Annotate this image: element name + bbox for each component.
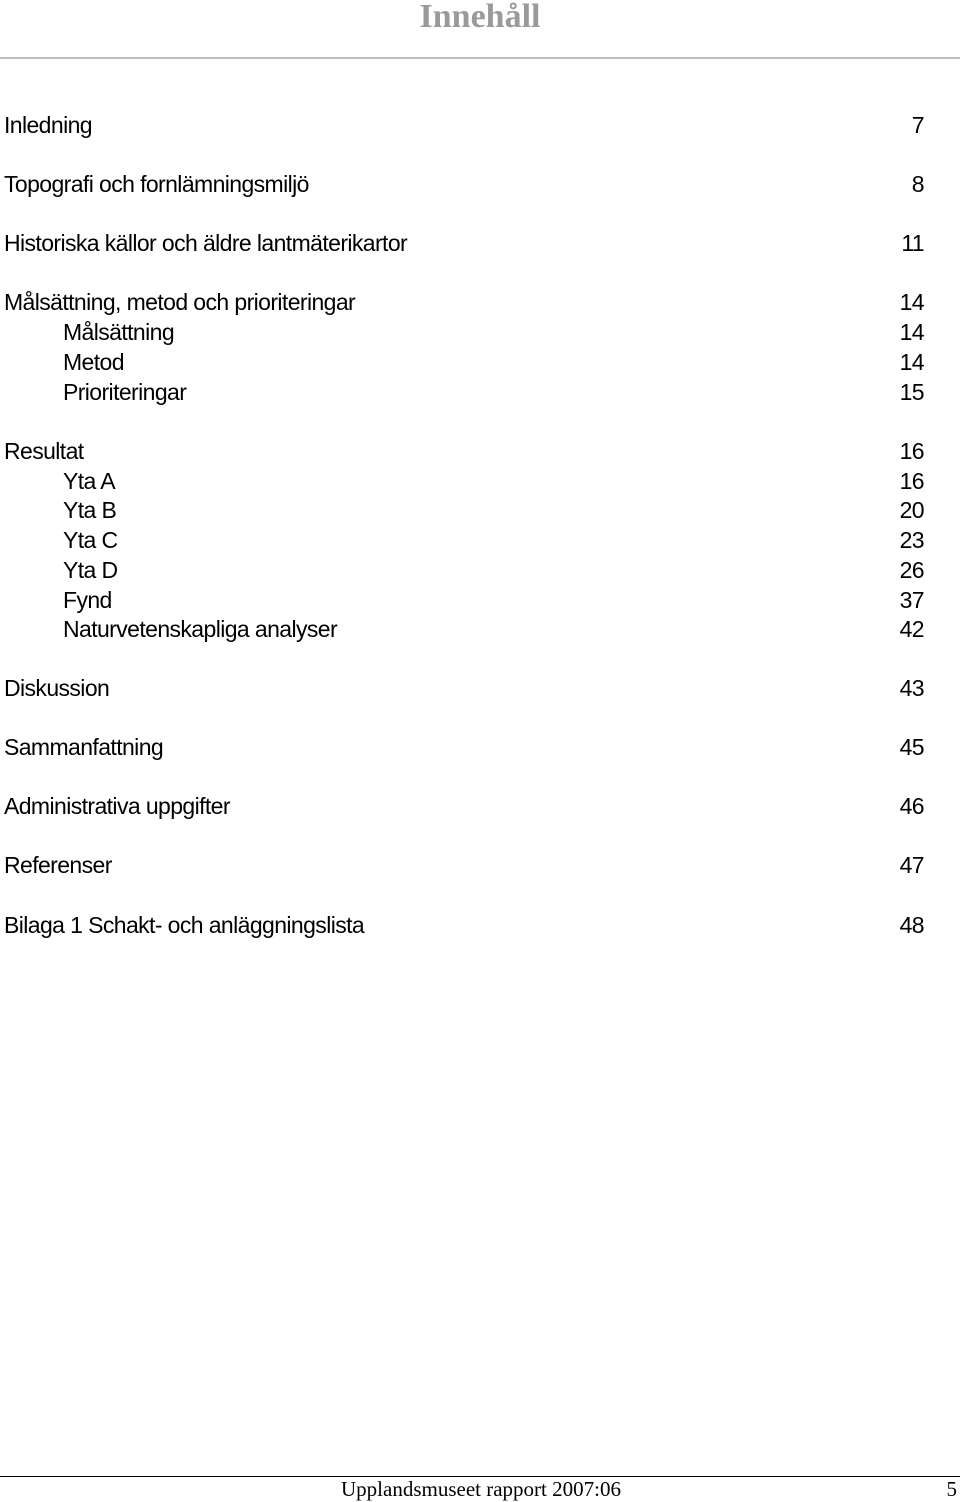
footer-page-number: 5 [946,1477,957,1501]
toc-entry-title: Fynd [63,587,112,613]
toc-entry-page: 16 [899,438,924,464]
toc-entry-title: Yta C [63,527,118,553]
toc-entry-title: Topografi och fornlämningsmiljö [4,171,309,197]
toc-entry-title: Metod [63,349,124,375]
toc-subentry[interactable] [0,377,960,407]
toc-entry-title: Administrativa uppgifter [4,793,230,819]
toc-subentry[interactable] [0,525,960,555]
toc-entry-page: 43 [899,675,924,701]
toc-entry-title: Yta D [63,557,118,583]
toc-entry[interactable] [0,910,960,940]
toc-entry-title: Målsättning, metod och prioriteringar [4,289,356,315]
toc-entry[interactable] [0,228,960,258]
toc-entry-title: Referenser [4,852,112,878]
toc-entry-title: Historiska källor och äldre lantmäterikartor [4,230,408,256]
toc-entry-title: Naturvetenskapliga analyser [63,616,338,642]
toc-entry[interactable] [0,169,960,199]
toc-entry-page: 14 [899,289,924,315]
toc-entry-page: 16 [899,468,924,494]
toc-entry-title: Inledning [4,112,92,138]
toc-entry[interactable] [0,850,960,880]
toc-entry-title: Diskussion [4,675,110,701]
toc-subentry[interactable] [0,466,960,496]
toc-entry-page: 47 [899,852,924,878]
toc-entry[interactable] [0,436,960,466]
toc-entry-title: Sammanfattning [4,734,164,760]
toc-subentry[interactable] [0,585,960,615]
toc-entry-page: 26 [899,557,924,583]
toc-entry[interactable] [0,673,960,703]
toc-entry-page: 37 [899,587,924,613]
toc-entry-title: Prioriteringar [63,379,187,405]
toc-entry-title: Bilaga 1 Schakt- och anläggningslista [4,912,365,938]
page-footer [0,1476,960,1501]
toc-entry-title: Yta B [63,497,117,523]
toc-entry-page: 7 [911,112,924,138]
toc-entry-page: 8 [911,171,924,197]
toc-entry-title: Målsättning [63,319,175,345]
toc-entry-page: 46 [899,793,924,819]
toc-entry[interactable] [0,732,960,762]
toc-entry-title: Resultat [4,438,84,464]
page-title: Innehåll [419,0,541,35]
toc-entry[interactable] [0,110,960,140]
toc-subentry[interactable] [0,317,960,347]
toc-entry[interactable] [0,791,960,821]
toc-entry-page: 11 [901,230,924,256]
toc-entry-page: 14 [899,319,924,345]
toc-entry-page: 48 [899,912,924,938]
toc-entry[interactable] [0,287,960,317]
toc-subentry[interactable] [0,347,960,377]
toc-entry-page: 14 [899,349,924,375]
toc-subentry[interactable] [0,555,960,585]
toc-subentry[interactable] [0,614,960,644]
toc-entry-page: 23 [899,527,924,553]
toc-subentry[interactable] [0,495,960,525]
toc-entry-page: 15 [899,379,924,405]
toc-entry-title: Yta A [63,468,115,494]
footer-report-title: Upplandsmuseet rapport 2007:06 [341,1477,621,1501]
toc-entry-page: 20 [899,497,924,523]
toc-entry-page: 45 [899,734,924,760]
toc-entry-page: 42 [899,616,924,642]
